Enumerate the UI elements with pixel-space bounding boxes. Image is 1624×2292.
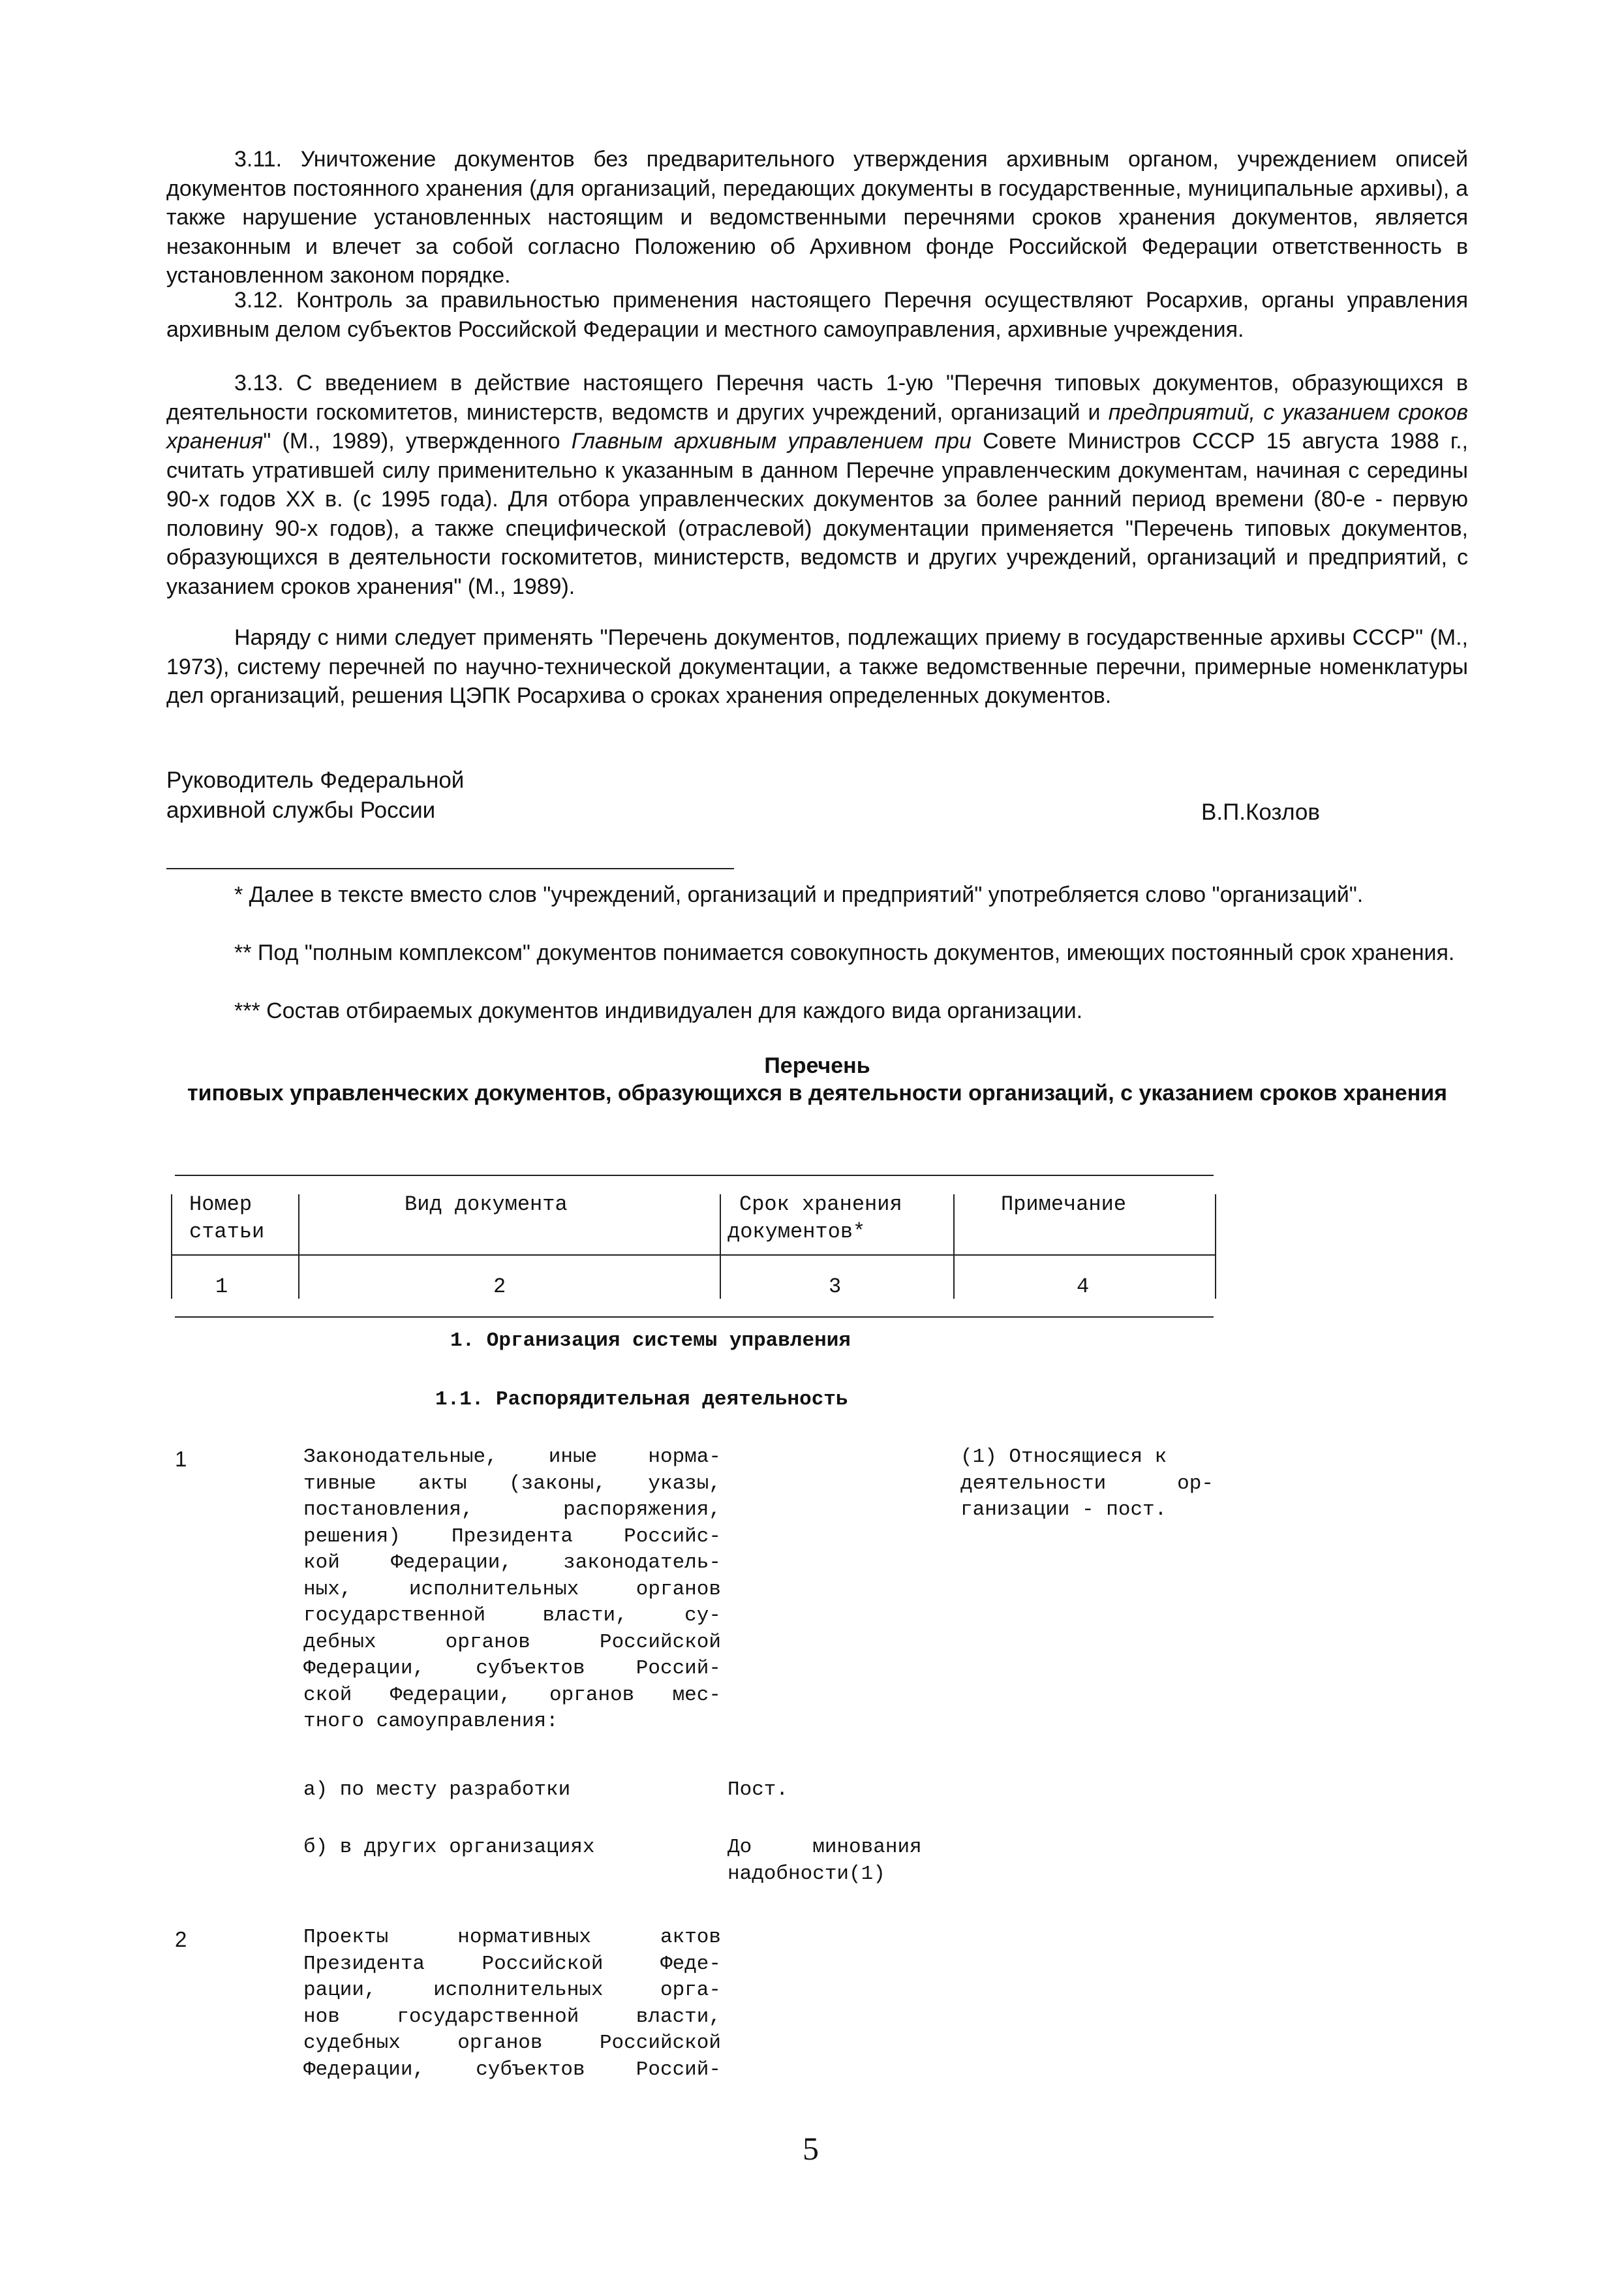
p313-italic-title: предприятий, с указанием сроков хранения (166, 399, 1468, 454)
article-2-line: Федерации, субъектов Россий- (303, 2058, 721, 2081)
list-title-heading: Перечень (764, 1053, 870, 1078)
header-col2: Вид документа (405, 1192, 568, 1216)
section-heading-1: 1. Организация системы управления (450, 1329, 851, 1352)
header-num-4: 4 (1077, 1275, 1090, 1299)
article-1-line: постановления, распоряжения, (303, 1498, 721, 1521)
article-2-line: Проекты нормативных актов (303, 1926, 721, 1949)
article-1-line: Законодательные, иные норма- (303, 1446, 721, 1468)
header-num-3: 3 (829, 1275, 842, 1299)
footnote-2: ** Под "полным комплексом" документов понимается совокупность документов, имеющих постоянный срок хранения. (234, 940, 1455, 965)
article-1-sub-a-label: а) по месту разработки (303, 1778, 571, 1801)
article-1-line: ской Федерации, органов мес- (303, 1683, 721, 1707)
article-1-line: Федерации, субъектов Россий- (303, 1657, 721, 1680)
header-col4: Примечание (1001, 1192, 1127, 1216)
table-bottom-rule (175, 1316, 1214, 1318)
header-num-2: 2 (493, 1275, 506, 1299)
article-1-sub-b-term-line1: До минования (728, 1836, 922, 1859)
header-col3-line2: документов* (728, 1220, 866, 1244)
section-heading-1-1: 1.1. Распорядительная деятельность (435, 1388, 848, 1411)
header-col1-line1: Номер (189, 1192, 253, 1216)
article-1-line: кой Федерации, законодатель- (303, 1551, 721, 1574)
header-col1-line2: статьи (189, 1220, 265, 1244)
table-border-left (171, 1194, 172, 1299)
p313-text-a: 3.13. С введением в действие настоящего Перечня часть 1-ую "Перечня типовых документов, образующихся в деятельности госкомитетов, министерств, ведомств и других учреждений, организаций и (166, 371, 1468, 425)
p313-italic-authority: Главным архивным управлением при (571, 429, 972, 454)
footnote-3: *** Состав отбираемых документов индивидуален для каждого вида организации. (234, 999, 1083, 1023)
article-2-line: Президента Российской Феде- (303, 1952, 721, 1975)
footnote-1: * Далее в тексте вместо слов "учреждений, организаций и предприятий" употребляется слово "организаций". (234, 882, 1364, 907)
list-title-subheading: типовых управленческих документов, образующихся в деятельности организаций, с указанием сроков хранения (187, 1081, 1447, 1106)
p313-text-c: " (М., 1989), утвержденного (263, 429, 572, 454)
article-2-line: рации, исполнительных орга- (303, 1979, 721, 2002)
paragraph-3-12: 3.12. Контроль за правильностью применения настоящего Перечня осуществляют Росархив, органы управления архивным делом субъектов Российской Федерации и местного самоуправления, архивные учреждения. (166, 288, 1468, 342)
table-col-divider-2 (720, 1194, 721, 1299)
article-1-line: государственной власти, су- (303, 1604, 721, 1627)
article-number-2: 2 (175, 1927, 187, 1951)
page-number: 5 (803, 2130, 819, 2167)
signer-position-line1: Руководитель Федеральной (166, 767, 465, 793)
article-2-line: судебных органов Российской (303, 2032, 721, 2054)
paragraph-naryadu: Наряду с ними следует применять "Перечень документов, подлежащих приему в государственные архивы СССР" (М., 1973), систему перечней по научно-технической документации, а также ведомственные перечни, примерные номенклатуры дел организаций, решения ЦЭПК Росархива о сроках хранения определенных документов. (166, 625, 1468, 708)
table-col-divider-1 (298, 1194, 299, 1299)
header-col3-line1: Срок хранения (739, 1192, 902, 1216)
header-num-1: 1 (215, 1275, 228, 1299)
footnote-separator (166, 868, 734, 869)
table-top-rule (175, 1175, 1214, 1176)
p313-text-e: Совете Министров СССР 15 августа 1988 г., считать утратившей силу применительно к указанным в данном Перечне управленческим документам, начиная с середины 90-х годов XX в. (с 1995 года). Для отбора управленческих документов за более ранний период времени (80-е - первую половину 90-х годов), а также специфической (отраслевой) документации применяется "Перечень типовых документов, образующихся в деятельности госкомитетов, министерств, ведомств и других учреждений, организаций и предприятий, с указанием сроков хранения" (М., 1989). (166, 429, 1469, 599)
article-1-line: дебных органов Российской (303, 1630, 721, 1654)
paragraph-3-13 (166, 369, 1468, 601)
article-1-line: тного самоуправления: (303, 1710, 559, 1733)
article-1-line: ных, исполнительных органов (303, 1577, 721, 1601)
article-1-line: решения) Президента Российс- (303, 1525, 721, 1548)
article-1-document-type (303, 1444, 721, 1735)
paragraph-3-11: 3.11. Уничтожение документов без предварительного утверждения архивным органом, учреждением описей документов постоянного хранения (для организаций, передающих документы в государственные, муниципальные архивы), а также нарушение установленных настоящим и ведомственными перечнями сроков хранения документов, является незаконным и влечет за собой согласно Положению об Архивном фонде Российской Федерации ответственность в установленном законом порядке. (166, 147, 1468, 288)
signer-position-line2: архивной службы России (166, 798, 436, 823)
table-border-right (1215, 1194, 1216, 1299)
article-1-sub-b-term-line2: надобности(1) (728, 1863, 885, 1885)
signer-name: В.П.Козлов (1201, 799, 1320, 825)
article-1-note-line: ганизации - пост. (960, 1498, 1167, 1521)
article-1-sub-a-term: Пост. (728, 1778, 789, 1801)
article-1-note-line: (1) Относящиеся к (960, 1446, 1167, 1468)
table-mid-rule (171, 1254, 1215, 1256)
article-1-note-line: деятельности ор- (960, 1472, 1214, 1495)
article-number-1: 1 (175, 1447, 187, 1471)
article-1-sub-b-label: б) в других организациях (303, 1836, 595, 1859)
article-1-line: тивные акты (законы, указы, (303, 1472, 721, 1495)
article-2-document-type (303, 1925, 721, 2083)
article-2-line: нов государственной власти, (303, 2005, 721, 2028)
table-col-divider-3 (953, 1194, 955, 1299)
article-1-note (960, 1444, 1214, 1524)
